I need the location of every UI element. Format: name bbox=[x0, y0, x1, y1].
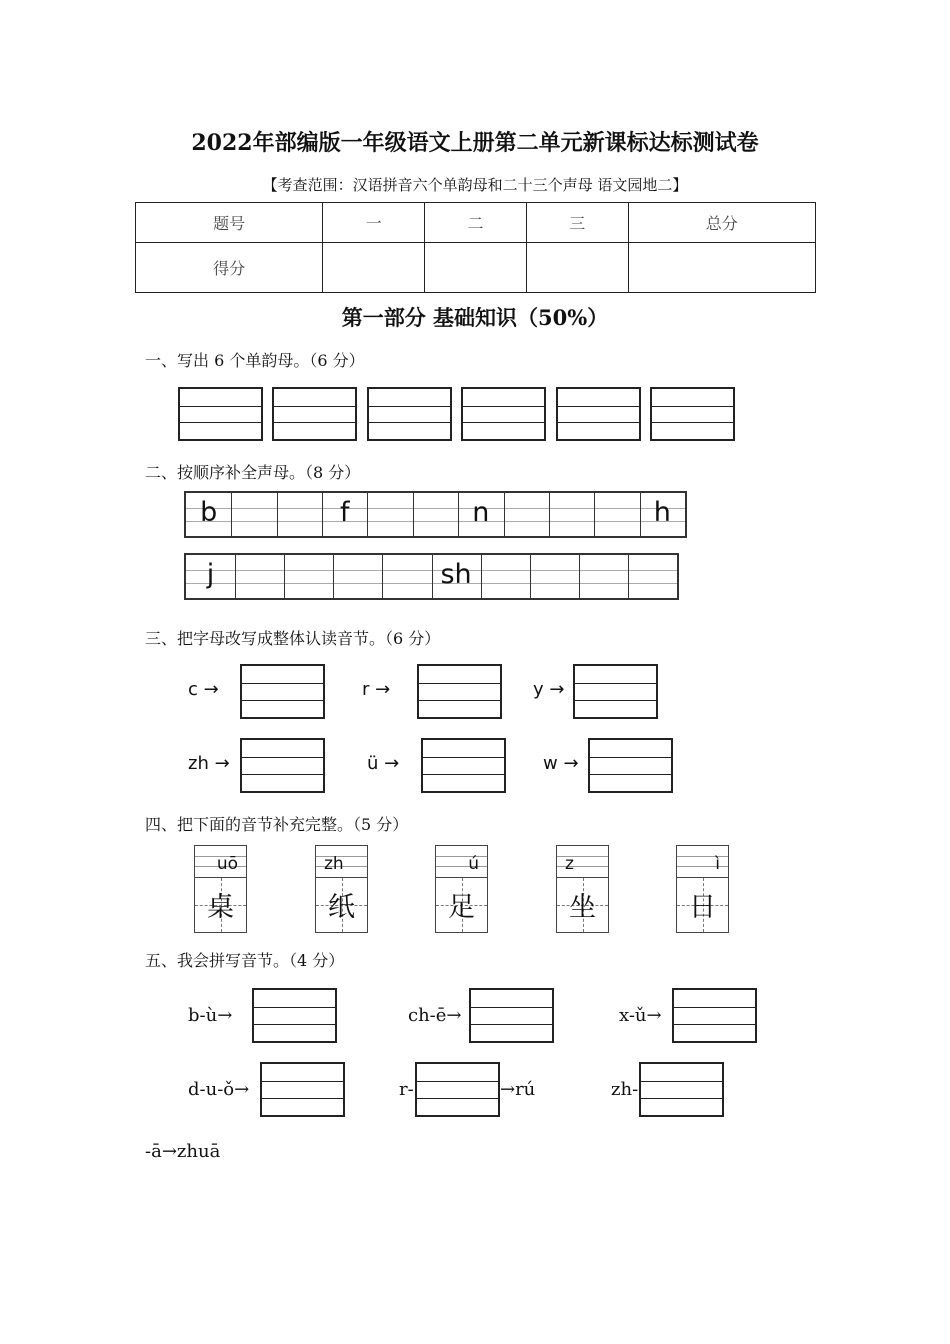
score-header: 一 bbox=[323, 203, 425, 243]
hanzi-character: 桌 bbox=[207, 892, 234, 923]
answer-box[interactable] bbox=[252, 988, 337, 1043]
syllable-grid[interactable] bbox=[676, 845, 729, 933]
letter-arrow: ü → bbox=[367, 753, 400, 774]
question-4: 四、把下面的音节补充完整。（5 分） bbox=[145, 815, 409, 834]
score-header: 总分 bbox=[628, 203, 815, 243]
letter-arrow: y → bbox=[533, 679, 565, 700]
answer-box[interactable] bbox=[240, 664, 325, 719]
hanzi-character: 坐 bbox=[569, 892, 596, 923]
part-heading: 第一部分 基础知识（50%） bbox=[341, 305, 609, 330]
answer-box[interactable] bbox=[672, 988, 757, 1043]
spelling-label: x-ǔ→ bbox=[619, 1005, 662, 1026]
spelling-label: d-u-ǒ→ bbox=[188, 1079, 250, 1100]
score-cell[interactable] bbox=[323, 243, 425, 293]
initials-strip-2[interactable] bbox=[184, 553, 679, 600]
initial-letter: f bbox=[340, 497, 350, 528]
spelling-label: -ā→zhuā bbox=[145, 1141, 221, 1162]
hanzi-character: 纸 bbox=[328, 892, 355, 923]
answer-box[interactable] bbox=[240, 738, 325, 793]
page-title: 2022年部编版一年级语文上册第二单元新课标达标测试卷 bbox=[191, 130, 759, 156]
hanzi-character: 足 bbox=[448, 892, 475, 923]
answer-box[interactable] bbox=[588, 738, 673, 793]
answer-box[interactable] bbox=[639, 1062, 724, 1117]
spelling-label: r- bbox=[399, 1079, 414, 1100]
pinyin-fragment: z bbox=[565, 854, 574, 874]
question-5: 五、我会拼写音节。（4 分） bbox=[145, 951, 345, 970]
pinyin-fragment: zh bbox=[324, 854, 344, 874]
answer-box[interactable] bbox=[421, 738, 506, 793]
score-header: 二 bbox=[425, 203, 527, 243]
initial-letter: n bbox=[472, 497, 490, 528]
initial-letter: sh bbox=[440, 559, 472, 590]
score-header: 三 bbox=[526, 203, 628, 243]
initial-letter: h bbox=[653, 497, 671, 528]
answer-box[interactable] bbox=[469, 988, 554, 1043]
score-cell[interactable] bbox=[628, 243, 815, 293]
letter-arrow: zh → bbox=[188, 753, 230, 774]
syllable-grid[interactable] bbox=[315, 845, 368, 933]
answer-box[interactable] bbox=[556, 387, 641, 441]
pinyin-fragment: ú bbox=[468, 854, 479, 874]
spelling-label: b-ù→ bbox=[188, 1005, 233, 1026]
syllable-grid[interactable] bbox=[556, 845, 609, 933]
syllable-grid[interactable] bbox=[194, 845, 247, 933]
spelling-label: →rú bbox=[500, 1079, 536, 1100]
answer-box[interactable] bbox=[272, 387, 357, 441]
syllable-grid[interactable] bbox=[435, 845, 488, 933]
score-table bbox=[135, 202, 816, 293]
letter-arrow: w → bbox=[543, 753, 579, 774]
initials-strip-1[interactable] bbox=[184, 491, 687, 538]
answer-box[interactable] bbox=[367, 387, 452, 441]
answer-box[interactable] bbox=[178, 387, 263, 441]
pinyin-fragment: uō bbox=[216, 854, 238, 874]
score-cell[interactable] bbox=[526, 243, 628, 293]
score-header: 题号 bbox=[136, 203, 323, 243]
score-row-label: 得分 bbox=[136, 243, 323, 293]
hanzi-character: 日 bbox=[689, 892, 716, 923]
initial-letter: j bbox=[206, 559, 215, 590]
answer-box[interactable] bbox=[415, 1062, 500, 1117]
question-1: 一、写出 6 个单韵母。（6 分） bbox=[145, 351, 365, 370]
answer-box[interactable] bbox=[650, 387, 735, 441]
answer-box[interactable] bbox=[417, 664, 502, 719]
answer-box[interactable] bbox=[461, 387, 546, 441]
pinyin-fragment: ì bbox=[715, 854, 720, 874]
letter-arrow: r → bbox=[362, 679, 391, 700]
exam-scope: 【考查范围：汉语拼音六个单韵母和二十三个声母 语文园地二】 bbox=[262, 176, 688, 194]
spelling-label: zh- bbox=[611, 1079, 639, 1100]
initial-letter: b bbox=[200, 497, 218, 528]
answer-box[interactable] bbox=[573, 664, 658, 719]
question-2: 二、按顺序补全声母。（8 分） bbox=[145, 463, 361, 482]
answer-box[interactable] bbox=[260, 1062, 345, 1117]
question-3: 三、把字母改写成整体认读音节。（6 分） bbox=[145, 629, 441, 648]
spelling-label: ch-ē→ bbox=[408, 1005, 462, 1026]
letter-arrow: c → bbox=[188, 679, 219, 700]
score-cell[interactable] bbox=[425, 243, 527, 293]
